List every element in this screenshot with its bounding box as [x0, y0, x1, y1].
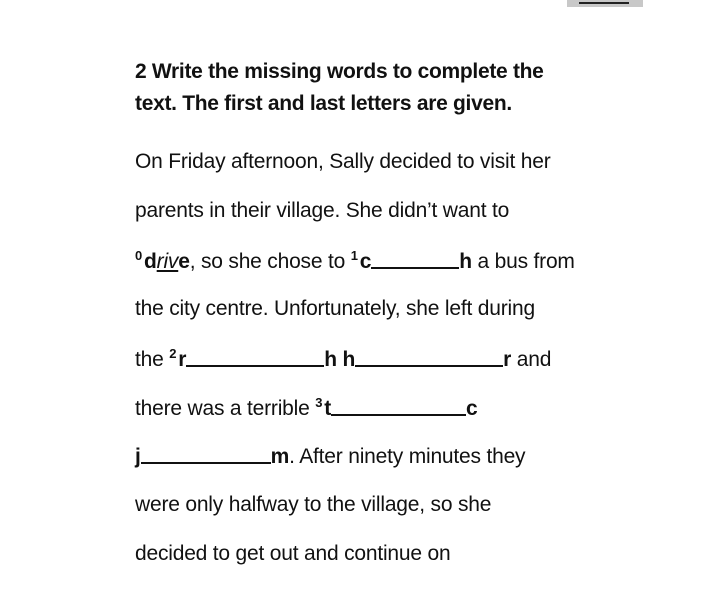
gap-3a-last-letter: c	[466, 397, 478, 420]
text-line-8: were only halfway to the village, so she	[135, 493, 492, 516]
gap-2a-blank[interactable]	[186, 347, 324, 367]
gap-2a-first-letter: r	[178, 348, 187, 371]
example-last-letter: e	[178, 250, 190, 273]
text-segment: and	[511, 348, 552, 371]
gap-3b-blank[interactable]	[141, 444, 271, 464]
text-line-5	[135, 346, 551, 372]
example-first-letter: d	[144, 250, 157, 273]
item-number-0: 0	[135, 248, 143, 263]
text-line-4: the city centre. Unfortunately, she left during	[135, 297, 535, 320]
text-line-7	[135, 444, 525, 469]
text-segment: . After ninety minutes they	[289, 445, 526, 468]
text-line-1: On Friday afternoon, Sally decided to visit her	[135, 150, 551, 173]
gap-2a-last-letter: h	[324, 348, 337, 371]
gap-1-last-letter: h	[459, 250, 472, 273]
gap-1-blank[interactable]	[371, 249, 459, 269]
item-number-3: 3	[315, 395, 323, 410]
item-number-1: 1	[350, 248, 358, 263]
gap-3b-first-letter: j	[135, 445, 141, 468]
item-number-2: 2	[169, 346, 177, 361]
gap-2b-blank[interactable]	[355, 347, 503, 367]
text-segment: , so she chose to	[189, 250, 351, 273]
gap-2b-first-letter: h	[342, 348, 356, 371]
exercise-heading-line-2: text. The first and last letters are given.	[135, 92, 512, 115]
text-segment: the	[135, 348, 170, 371]
text-segment: there was a terrible	[135, 397, 316, 420]
gap-3a-first-letter: t	[324, 397, 332, 420]
text-line-3	[135, 248, 575, 274]
gap-2b-last-letter: r	[503, 348, 512, 371]
text-segment: a bus from	[471, 250, 575, 273]
text-line-2: parents in their village. She didn’t want to	[135, 199, 510, 222]
gap-3a-blank[interactable]	[331, 396, 466, 416]
text-line-6	[135, 395, 478, 421]
gap-1-first-letter: c	[359, 250, 372, 273]
text-line-9: decided to get out and continue on	[135, 542, 451, 565]
example-answer: riv	[156, 250, 179, 273]
gap-3b-last-letter: m	[270, 445, 290, 468]
page-corner-fragment	[567, 0, 643, 7]
exercise-heading-line-1: 2 Write the missing words to complete the	[135, 60, 544, 83]
